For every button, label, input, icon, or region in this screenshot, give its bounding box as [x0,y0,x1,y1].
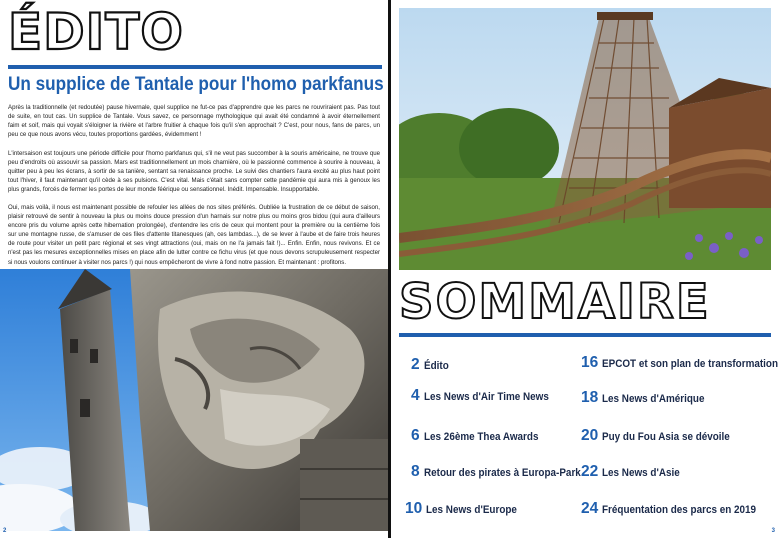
toc-entry-4[interactable] [411,387,562,405]
edito-paragraph-2: L'intersaison est toujours une période difficile pour l'homo parkfanus qui, s'il ne veut pas succomber à la souris américaine, ne trouve que peu d'endroits où assouvir sa passion. Mars est traditionnellement un mois charnière, où le passionné commence à sourire à nouveau, à quitter peu à peu les écrans, à sortir de sa tanière, sentant sa renaissance proche. Le suivi des chantiers l'aura excité au plus haut point tout l'hiver, il faut maintenant qu'il cède à ses pulsions. C'est vital. Mais c'était sans compter cette pandémie qui aura mis à genoux les plus grands, forcés de fermer les portes de leur monde féérique ou sensationnel. Inédit. Impensable. Insupportable. [8,150,380,194]
toc-page-number: 2 [411,356,420,373]
toc-entry-6[interactable] [411,427,551,445]
toc-page-number: 22 [581,463,599,480]
toc-page-number: 6 [411,427,420,444]
lion-sculpture-photo [0,269,388,531]
toc-page-number: 24 [581,500,599,517]
edito-paragraph-3: Oui, mais voilà, il nous est maintenant possible de refouler les allées de nos sites préférés. Oubliée la frustration de ce début de saison, plaisir retrouvé de sentir à nouveau la plus ou moins douce pression d'un harnais sur notre plus ou moins gros bidou (qui aura d'ailleurs encore pris du volume après cette hibernation prolongée), d'entendre les cris de ceux qui montent pour la première ou la centième fois sur une montagne russe, de s'amuser de ces files d'attente titanesques (ah, ces lambdas...), de se lever à l'aube et de faire trois heures de route pour visiter un petit parc régional et ses vingt attractions (oui, mais on ne l'a jamais fait !)... Enfin. Enfin, nous revivons. Et ce n'est pas les mesures exceptionnelles mises en place afin de lutter contre ce fichu virus (et que nous devons scrupuleusement respecter si nous voulons continuer à visiter nos parcs !) qui nous empêcheront de vivre à fond notre passion. Et maintenant : profitons. [8,204,380,266]
toc-page-number: 10 [405,500,423,517]
toc-page-number: 16 [581,354,599,371]
toc-entry-2[interactable] [411,356,451,374]
toc-label: Les 26ème Thea Awards [423,431,539,443]
toc-page-number: 18 [581,389,599,406]
toc-label: Puy du Fou Asia se dévoile [602,431,731,443]
toc-page-number: 20 [581,427,599,444]
sommaire-title: SOMMAIRE [399,274,711,330]
toc-entry-18[interactable] [581,389,716,407]
toc-label: Les News d'Asie [602,467,680,479]
toc-entry-16[interactable] [581,354,779,372]
edito-headline: Un supplice de Tantale pour l'homo parkfanus [8,73,384,95]
toc-page-number: 4 [411,387,420,404]
toc-label: Édito [423,360,449,372]
toc-label: Les News d'Air Time News [423,391,549,403]
toc-label: Les News d'Amérique [602,393,705,405]
toc-page-number: 8 [411,463,420,480]
left-page [0,0,388,538]
toc-label: EPCOT et son plan de transformation [602,358,779,370]
toc-label: Les News d'Europe [426,504,518,516]
toc-entry-22[interactable] [581,463,689,481]
wooden-coaster-photo [399,8,771,270]
toc-label: Retour des pirates à Europa-Park [423,467,581,479]
right-page [391,0,779,538]
toc-entry-8[interactable] [411,463,598,481]
edito-title: ÉDITO [8,3,184,61]
edito-paragraph-1: Après la traditionnelle (et redoutée) pause hivernale, quel supplice ne fut-ce pas d'apprendre que les parcs ne rouvriraient pas. Pas tout de suite, en tout cas. Un supplice de Tantale. Vous savez, ce personnage mythologique qui avait été condamné à avoir éternellement faim et soif, mais qui voyait s'éloigner la rivière et l'arbre fruitier à chaque fois qu'il s'en approchait ? C'est, pour nous, fans de parcs, un peu ce que nous avons vécu, toutes proportions gardées, évidemment ! [8,104,380,139]
title-rule [8,65,382,69]
page-number-right: 3 [771,528,775,534]
toc-entry-20[interactable] [581,427,744,445]
toc-label: Fréquentation des parcs en 2019 [602,504,757,516]
page-number-left: 2 [3,528,7,534]
sommaire-rule [399,333,771,337]
toc-entry-24[interactable] [581,500,773,518]
toc-entry-10[interactable] [405,500,527,518]
